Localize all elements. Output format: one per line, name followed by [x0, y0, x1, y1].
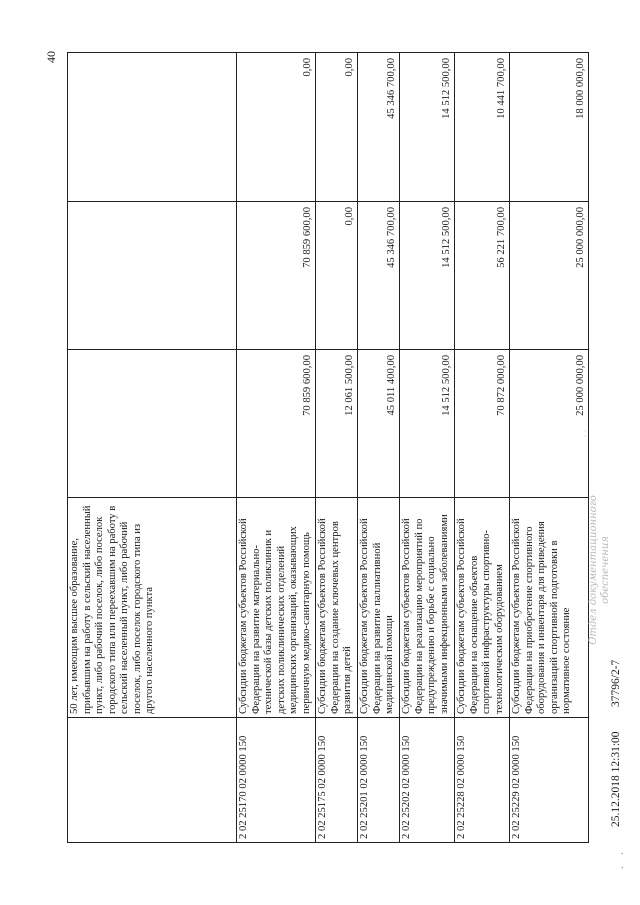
amount-year3-cell: 14 512 500,00: [400, 53, 455, 202]
stamp-line: Отдел документационного: [588, 495, 599, 645]
table-row: [316, 53, 358, 843]
revenue-name-cell: Субсидии бюджетам субъектов Российской Федерации на оснащение объектов спортивной инфраструктуры спортивно-технологическим оборудованием: [455, 498, 510, 718]
budget-code-cell: 2 02 25229 02 0000 150: [510, 718, 589, 843]
amount-year2-cell: [68, 202, 237, 350]
amount-year1-cell: 70 859 600,00: [237, 350, 316, 498]
amount-year1-cell: 25 000 000,00: [510, 350, 589, 498]
budget-code-cell: 2 02 25170 02 0000 150: [237, 718, 316, 843]
revenue-name-cell: Субсидии бюджетам субъектов Российской Федерации на развитие материально-технической базы детских поликлиник и детских поликлинических отделений медицинских организаций, оказывающих первичную медико-санитарную помощь: [237, 498, 316, 718]
amount-year1-cell: 70 872 000,00: [455, 350, 510, 498]
budget-code-cell: [68, 718, 237, 843]
table-row: [358, 53, 400, 843]
amount-year3-cell: 45 346 700,00: [358, 53, 400, 202]
table-row: [237, 53, 316, 843]
table-row: [68, 53, 237, 843]
amount-year3-cell: 10 441 700,00: [455, 53, 510, 202]
stamp-marks: . .: [578, 429, 589, 437]
department-stamp: [588, 470, 612, 670]
revenue-name-cell: Субсидии бюджетам субъектов Российской Федерации на развитие паллиативной медицинской помощи: [358, 498, 400, 718]
budget-code-cell: 2 02 25175 02 0000 150: [316, 718, 358, 843]
budget-code-cell: 2 02 25201 02 0000 150: [358, 718, 400, 843]
amount-year2-cell: 70 859 600,00: [237, 202, 316, 350]
amount-year3-cell: 18 000 000,00: [510, 53, 589, 202]
amount-year2-cell: 14 512 500,00: [400, 202, 455, 350]
footer-marks: . .: [612, 848, 626, 869]
page-number: 40: [44, 51, 58, 63]
amount-year3-cell: 0,00: [237, 53, 316, 202]
amount-year2-cell: 56 221 700,00: [455, 202, 510, 350]
footer-document-number: 37796/2-7: [610, 659, 622, 707]
amount-year1-cell: 14 512 500,00: [400, 350, 455, 498]
table-row: [510, 53, 589, 843]
stamp-line: обеспечения: [600, 536, 611, 604]
amount-year2-cell: 25 000 000,00: [510, 202, 589, 350]
amount-year2-cell: 0,00: [316, 202, 358, 350]
budget-revenue-table: [67, 52, 589, 843]
table-row: [455, 53, 510, 843]
budget-code-cell: 2 02 25202 02 0000 150: [400, 718, 455, 843]
footer-datetime: 25.12.2018 12:31:00: [610, 731, 622, 827]
revenue-name-cell: Субсидии бюджетам субъектов Российской Федерации на создание ключевых центров развития детей: [316, 498, 358, 718]
table-row: [400, 53, 455, 843]
budget-code-cell: 2 02 25228 02 0000 150: [455, 718, 510, 843]
amount-year1-cell: [68, 350, 237, 498]
amount-year3-cell: 0,00: [316, 53, 358, 202]
revenue-name-cell: Субсидии бюджетам субъектов Российской Федерации на приобретение спортивного оборудования и инвентаря для приведения организаций спортивной подготовки в нормативное состояние: [510, 498, 589, 718]
amount-year3-cell: [68, 53, 237, 202]
amount-year1-cell: 45 011 400,00: [358, 350, 400, 498]
revenue-name-cell: 50 лет, имеющим высшее образование, прибывшим на работу в сельский населенный пункт, либо рабочий поселок, либо поселок городского типа или переехавшим на работу в сельский населенный пункт, либо рабочий поселок, либо поселок городского типа из другого населенного пункта: [68, 498, 237, 718]
amount-year1-cell: 12 061 500,00: [316, 350, 358, 498]
revenue-name-cell: Субсидии бюджетам субъектов Российской Федерации на реализацию мероприятий по предупреждению и борьбе с социально значимыми инфекционными заболеваниями: [400, 498, 455, 718]
amount-year2-cell: 45 346 700,00: [358, 202, 400, 350]
